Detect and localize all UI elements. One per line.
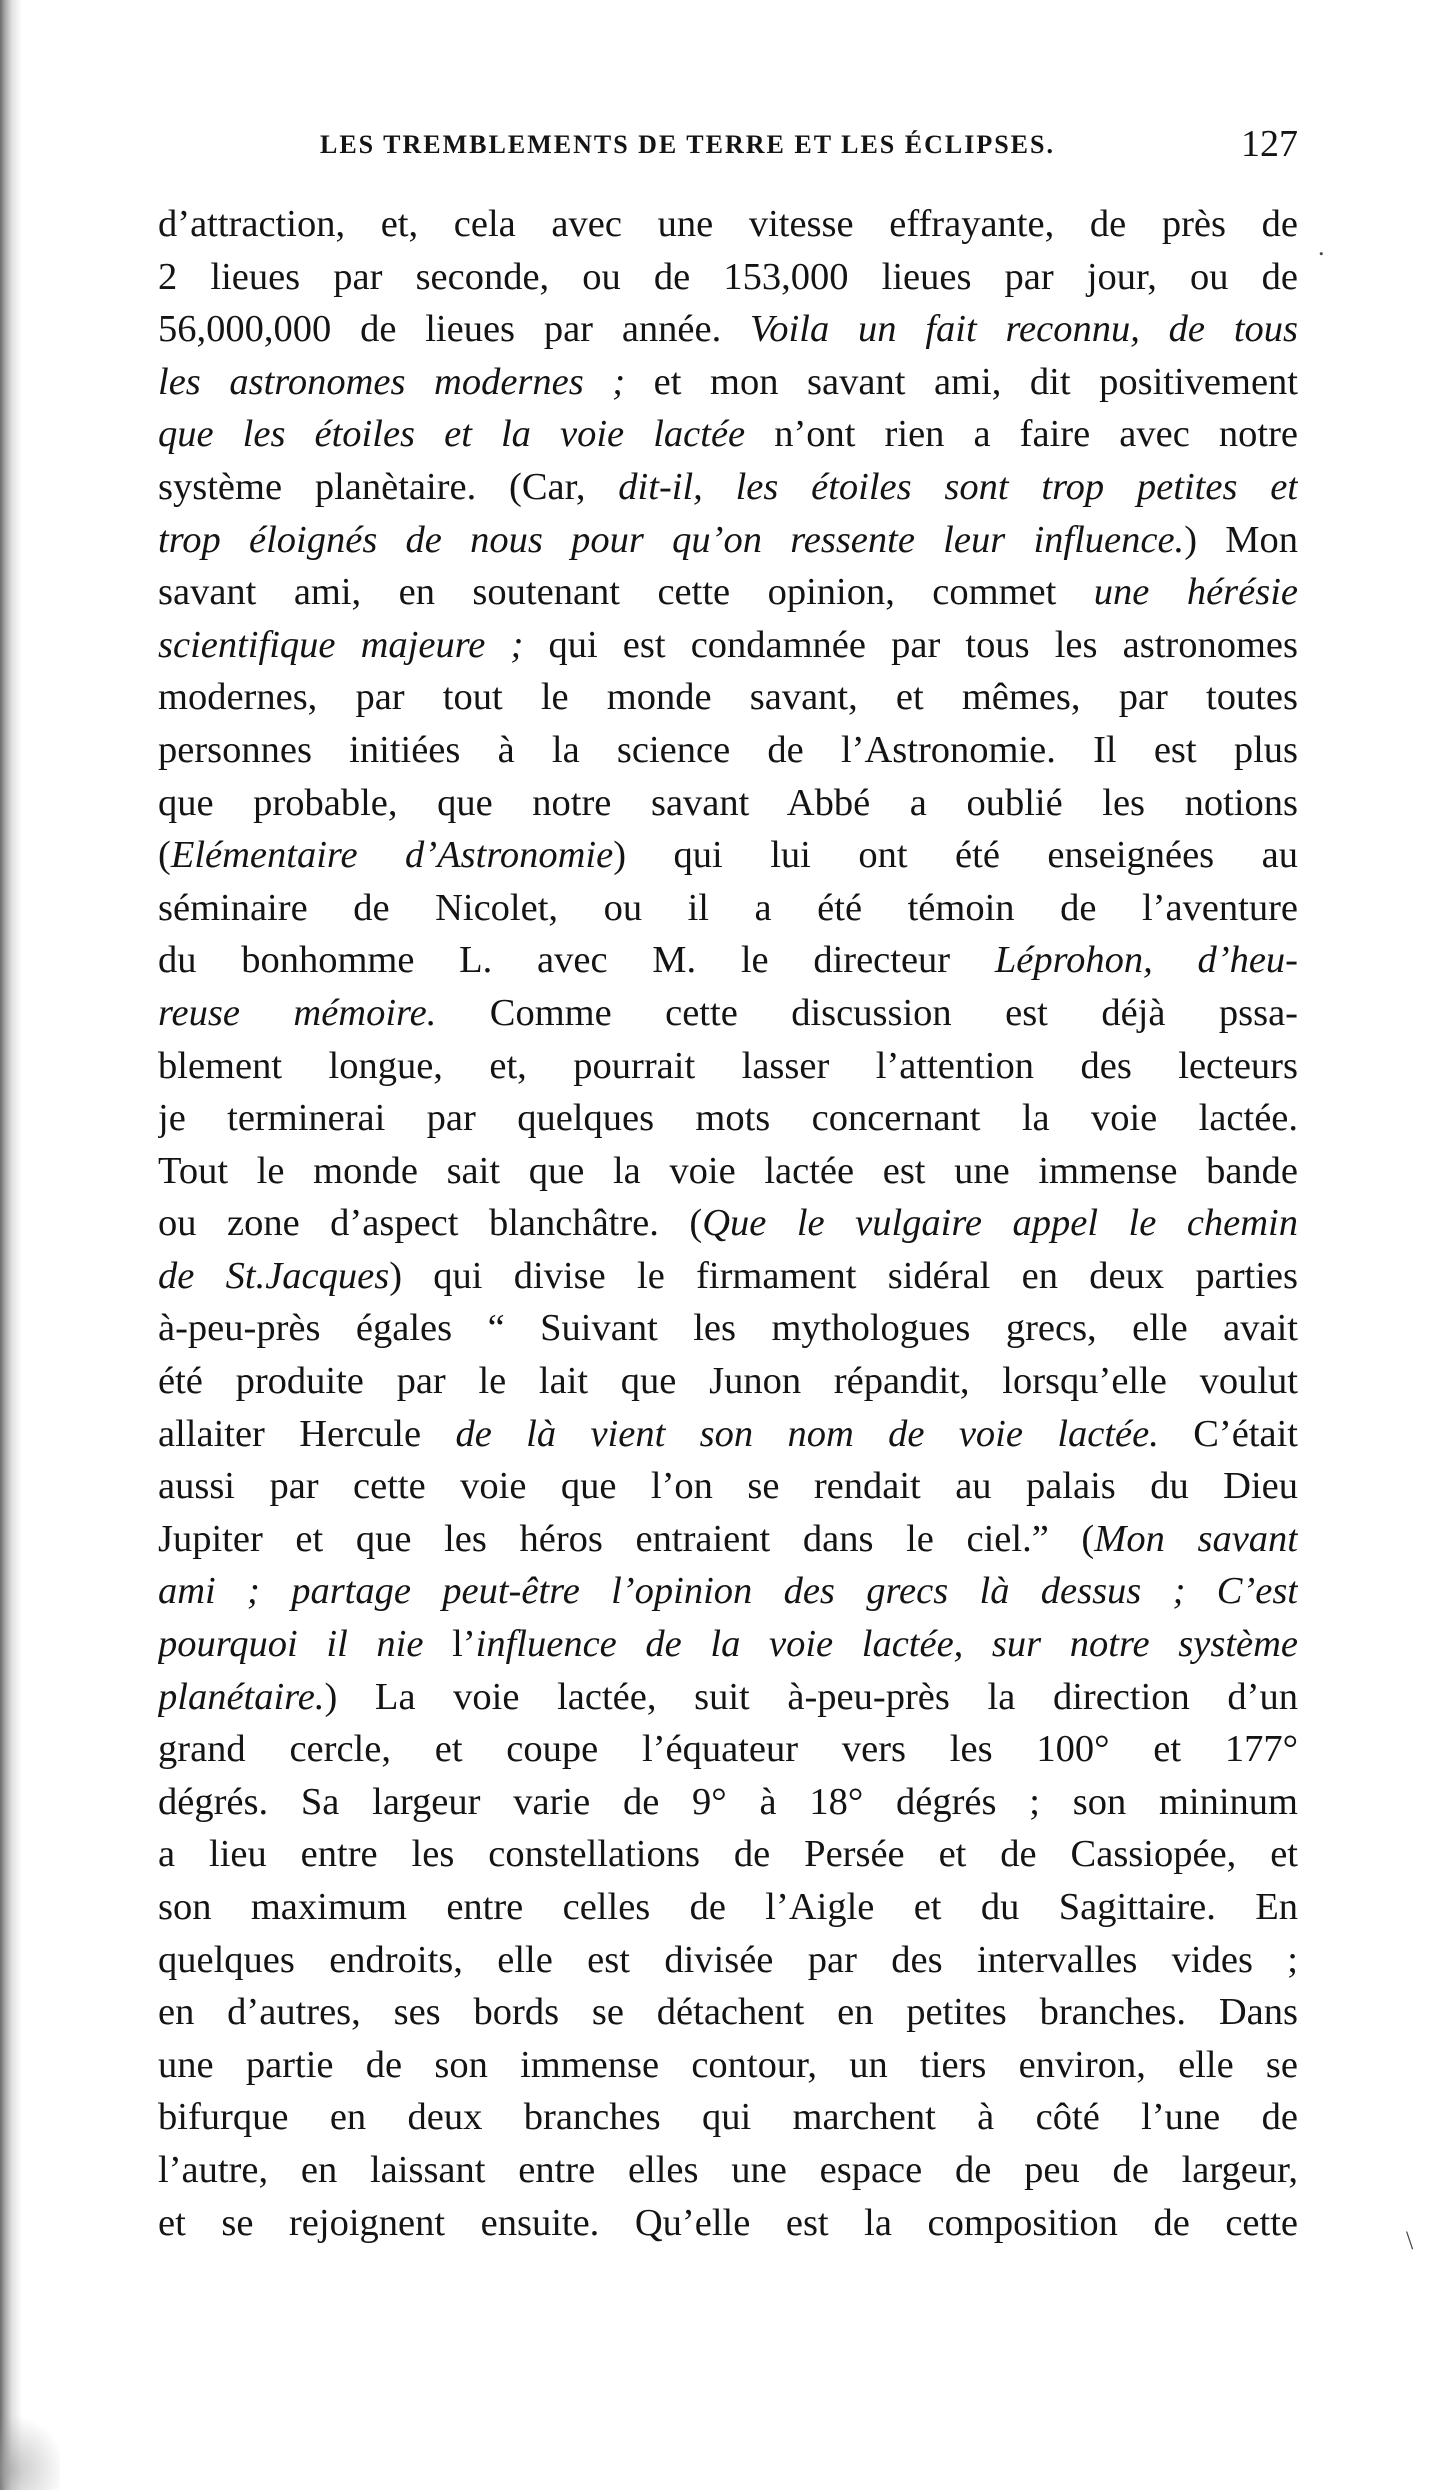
text-segment: allaiter Hercule	[158, 1412, 456, 1455]
italic-text-segment: Léprohon, d’heu-	[994, 939, 1298, 982]
text-line	[158, 934, 1298, 987]
text-segment: ) Mon	[1184, 518, 1298, 561]
text-segment: qui est condamnée par tous les astronomes	[523, 623, 1298, 666]
text-segment: n’ont rien a faire avec notre	[745, 413, 1298, 456]
italic-text-segment: les astronomes modernes ;	[158, 360, 626, 403]
text-segment: a lieu entre les constellations de Persée et de Cassiopée, et	[158, 1833, 1298, 1876]
text-line	[158, 987, 1298, 1040]
text-line	[158, 1723, 1298, 1776]
text-segment: je terminerai par quelques mots concernant la voie lactée.	[158, 1097, 1298, 1140]
text-segment: et se rejoignent ensuite. Qu’elle est la composition de cette	[158, 2201, 1298, 2244]
italic-text-segment: trop éloignés de nous pour qu’on ressente leur influence.	[158, 518, 1185, 561]
text-segment: Jupiter et que les héros entraient dans le ciel.” (	[158, 1517, 1095, 1560]
text-segment: système planètaire. (Car,	[158, 465, 619, 508]
text-segment: l’autre, en laissant entre elles une espace de peu de largeur,	[158, 2148, 1298, 2191]
stray-dot-mark: .	[1318, 232, 1325, 261]
scan-speckle	[0, 2370, 60, 2490]
text-segment: été produite par le lait que Junon répandit, lorsqu’elle voulut	[158, 1360, 1298, 1403]
text-segment: (	[158, 834, 171, 877]
italic-text-segment: influence de la voie lactée, sur notre système	[475, 1623, 1298, 1666]
text-line	[158, 724, 1298, 777]
text-line	[158, 2039, 1298, 2092]
text-segment: aussi par cette voie que l’on se rendait au palais du Dieu	[158, 1465, 1298, 1508]
italic-text-segment: ami ; partage peut-être l’opinion des grecs là dessus ; C’est	[158, 1570, 1298, 1613]
italic-text-segment: pourquoi il nie	[158, 1623, 424, 1666]
text-segment: Comme cette discussion est déjà pssa-	[436, 991, 1298, 1034]
italic-text-segment: Que le vulgaire appel le chemin	[702, 1202, 1298, 1245]
text-line	[158, 408, 1298, 461]
text-line	[158, 882, 1298, 935]
stray-tick-mark: \	[1406, 2226, 1414, 2255]
text-segment: ) qui divise le firmament sidéral en deux parties	[389, 1254, 1298, 1297]
text-line	[158, 1092, 1298, 1145]
text-line	[158, 1934, 1298, 1987]
running-header	[158, 122, 1298, 172]
text-line	[158, 2197, 1298, 2250]
text-segment: en d’autres, ses bords se détachent en petites branches. Dans	[158, 1991, 1298, 2034]
text-segment: ou zone d’aspect blanchâtre. (	[158, 1202, 703, 1245]
text-line	[158, 619, 1298, 672]
text-segment: séminaire de Nicolet, ou il a été témoin de l’aventure	[158, 886, 1298, 929]
text-segment: quelques endroits, elle est divisée par des intervalles vides ;	[158, 1938, 1298, 1981]
text-segment: bifurque en deux branches qui marchent à côté l’une de	[158, 2096, 1298, 2139]
text-line	[158, 303, 1298, 356]
italic-text-segment: planétaire.	[158, 1675, 325, 1718]
text-line	[158, 777, 1298, 830]
text-line	[158, 1197, 1298, 1250]
text-line	[158, 1302, 1298, 1355]
italic-text-segment: dit-il, les étoiles sont trop petites et	[618, 465, 1298, 508]
text-segment: 56,000,000 de lieues par année.	[158, 308, 751, 351]
text-line	[158, 1618, 1298, 1671]
text-segment: d’attraction, et, cela avec une vitesse effrayante, de près de	[158, 203, 1298, 245]
text-line	[158, 1986, 1298, 2039]
italic-text-segment: scientifique majeure ;	[158, 623, 524, 666]
text-segment: ) qui lui ont été enseignées au	[613, 834, 1298, 877]
text-line	[158, 1250, 1298, 1303]
text-line	[158, 1513, 1298, 1566]
italic-text-segment: Mon savant	[1094, 1517, 1298, 1560]
italic-text-segment: Voila un fait reconnu, de tous	[750, 308, 1298, 351]
page-number: 127	[1241, 123, 1298, 165]
italic-text-segment: une hérésie	[1093, 571, 1298, 614]
text-segment: et mon savant ami, dit positivement	[625, 360, 1298, 403]
text-line	[158, 1355, 1298, 1408]
text-line	[158, 198, 1298, 251]
text-line	[158, 1460, 1298, 1513]
text-line	[158, 671, 1298, 724]
text-segment: Tout le monde sait que la voie lactée est une immense bande	[158, 1149, 1298, 1192]
text-segment: ) La voie lactée, suit à-peu-près la direction d’un	[324, 1675, 1298, 1718]
italic-text-segment: que les étoiles et la voie lactée	[158, 413, 746, 456]
text-line	[158, 251, 1298, 304]
body-text	[158, 198, 1298, 2249]
text-line	[158, 2091, 1298, 2144]
text-line	[158, 1776, 1298, 1829]
text-segment: modernes, par tout le monde savant, et mêmes, par toutes	[158, 676, 1298, 719]
text-segment: que probable, que notre savant Abbé a oublié les notions	[158, 781, 1298, 824]
text-segment: savant ami, en soutenant cette opinion, commet	[158, 571, 1094, 614]
text-line	[158, 1881, 1298, 1934]
text-segment: l’	[423, 1623, 476, 1666]
text-segment: C’était	[1158, 1412, 1298, 1455]
text-line	[158, 1828, 1298, 1881]
italic-text-segment: de là vient son nom de voie lactée.	[455, 1412, 1159, 1455]
text-line	[158, 1671, 1298, 1724]
italic-text-segment: reuse mémoire.	[158, 991, 437, 1034]
italic-text-segment: de St.Jacques	[158, 1254, 390, 1297]
text-line	[158, 1565, 1298, 1618]
text-line	[158, 514, 1298, 567]
text-segment: à-peu-près égales “ Suivant les mythologues grecs, elle avait	[158, 1307, 1298, 1350]
text-segment: dégrés. Sa largeur varie de 9° à 18° dégrés ; son mininum	[158, 1780, 1298, 1823]
text-line	[158, 1040, 1298, 1093]
text-segment: grand cercle, et coupe l’équateur vers les 100° et 177°	[158, 1728, 1298, 1771]
text-line	[158, 2144, 1298, 2197]
text-line	[158, 829, 1298, 882]
text-line	[158, 1408, 1298, 1461]
text-segment: une partie de son immense contour, un tiers environ, elle se	[158, 2043, 1298, 2086]
text-segment: son maximum entre celles de l’Aigle et du Sagittaire. En	[158, 1886, 1298, 1928]
text-line	[158, 566, 1298, 619]
binding-shadow	[0, 0, 22, 2490]
text-line	[158, 356, 1298, 409]
italic-text-segment: Elémentaire d’Astronomie	[170, 834, 614, 877]
text-line	[158, 1145, 1298, 1198]
text-segment: du bonhomme L. avec M. le directeur	[158, 939, 995, 982]
text-segment: personnes initiées à la science de l’Astronomie. Il est plus	[158, 728, 1298, 771]
text-segment: blement longue, et, pourrait lasser l’attention des lecteurs	[158, 1044, 1298, 1087]
running-title: LES TREMBLEMENTS DE TERRE ET LES ÉCLIPSES.	[320, 130, 1055, 159]
text-line	[158, 461, 1298, 514]
text-segment: 2 lieues par seconde, ou de 153,000 lieues par jour, ou de	[158, 255, 1298, 298]
